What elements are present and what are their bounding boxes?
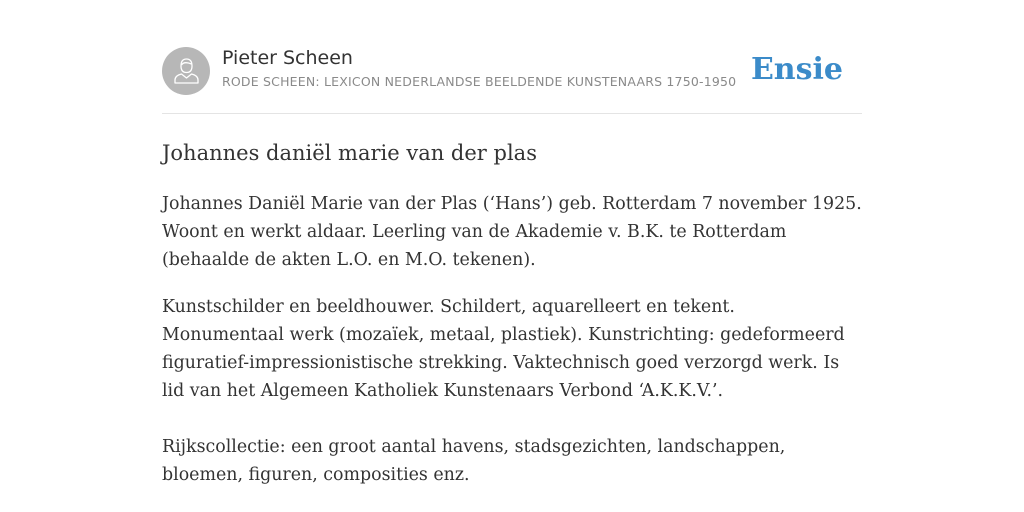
article-title: Johannes daniël marie van der plas — [162, 141, 537, 165]
user-silhouette-icon — [162, 47, 210, 95]
divider — [162, 113, 862, 114]
author-header — [162, 46, 862, 96]
avatar[interactable] — [162, 47, 210, 95]
source-lexicon[interactable]: RODE SCHEEN: LEXICON NEDERLANDSE BEELDENDE KUNSTENAARS 1750-1950 — [222, 74, 737, 89]
author-name[interactable]: Pieter Scheen — [222, 47, 353, 69]
article-body — [162, 190, 862, 489]
paragraph: Rijkscollectie: een groot aantal havens, stadsgezichten, landschappen, bloemen, figuren, composities enz. — [162, 437, 786, 485]
paragraph: Johannes Daniël Marie van der Plas (‘Hans’) geb. Rotterdam 7 november 1925. Woont en werkt aldaar. Leerling van de Akademie v. B.K. te Rotterdam (behaalde de akten L.O. en M.O. tekenen). — [162, 194, 862, 270]
paragraph: Kunstschilder en beeldhouwer. Schildert, aquarelleert en tekent. Monumentaal werk (mozaïek, metaal, plastiek). Kunstrichting: gedeformeerd figuratief-impressionistische strekking. Vaktechnisch goed verzorgd werk. Is lid van het Algemeen Katholiek Kunstenaars Verbond ‘A.K.K.V.’. — [162, 297, 845, 401]
brand-logo[interactable]: Ensie — [750, 52, 843, 87]
